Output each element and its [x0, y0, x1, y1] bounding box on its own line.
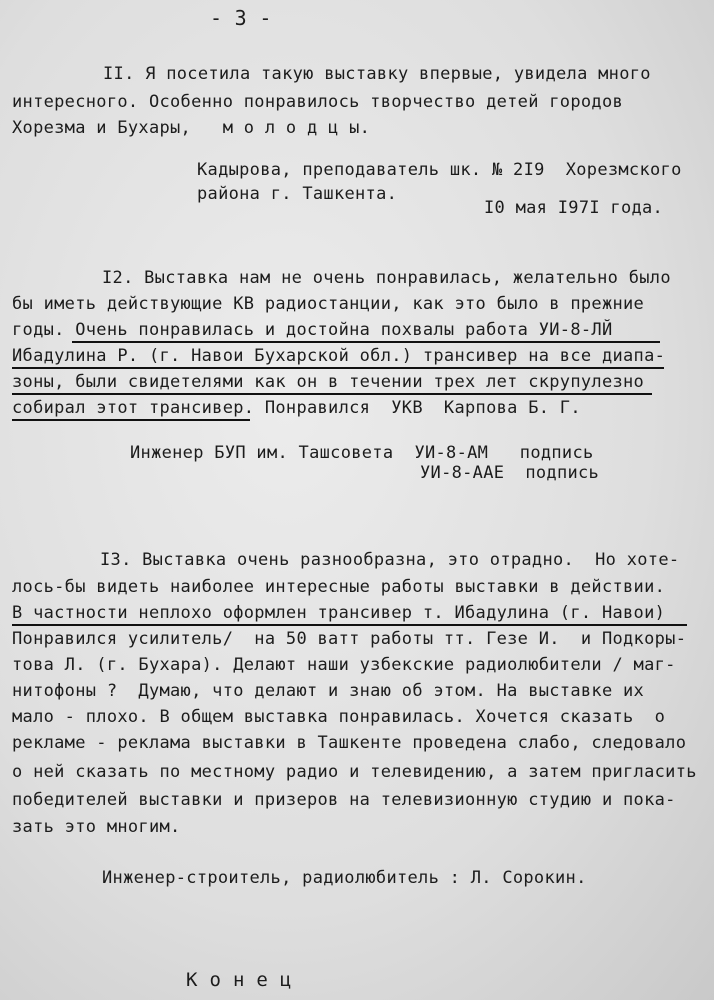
section-12-line-2: бы иметь действующие КВ радиостанции, как это было в прежние — [12, 294, 645, 314]
underline-12-d — [12, 419, 250, 421]
section-13-line-1: I3. Выставка очень разнообразна, это отрадно. Но хоте- — [100, 550, 680, 570]
underline-12-a — [72, 341, 660, 343]
underline-12-c — [12, 393, 652, 395]
section-12-line-4: Ибадулина Р. (г. Навои Бухарской обл.) трансивер на все диапа- — [12, 346, 666, 366]
section-13-line-6: нитофоны ? Думаю, что делают и знаю об этом. На выставке их — [12, 681, 645, 701]
section-12-line-1: I2. Выставка нам не очень понравилась, желательно было — [102, 268, 671, 288]
section-13-line-11: зать это многим. — [12, 817, 181, 837]
underline-13-a — [12, 624, 687, 626]
section-12-line-3: годы. Очень понравилась и достойна похвалы работа УИ-8-ЛЙ — [12, 320, 613, 340]
section-13-line-4: Понравился усилитель/ на 50 ватт работы тт. Гезе И. и Подкоры- — [12, 629, 687, 649]
section-11-line-1: II. Я посетила такую выставку впервые, увидела много — [103, 64, 651, 84]
section-11-signature-2: района г. Ташкента. — [197, 184, 398, 204]
section-12-signature-2: УИ-8-ААЕ подпись — [420, 463, 600, 483]
section-13-line-3: В частности неплохо оформлен трансивер т. Ибадулина (г. Навои) — [12, 603, 666, 623]
section-13-line-2: лось-бы видеть наиболее интересные работы выставки в действии. — [12, 577, 666, 597]
section-13-line-10: победителей выставки и призеров на телевизионную студию и пока- — [12, 790, 676, 810]
section-13-signature: Инженер-строитель, радиолюбитель : Л. Сорокин. — [102, 868, 587, 888]
section-12-line-6: собирал этот трансивер. Понравился УКВ Карпова Б. Г. — [12, 398, 581, 418]
section-11-signature-1: Кадырова, преподаватель шк. № 2I9 Хорезмского — [197, 160, 682, 180]
underline-12-b — [12, 367, 664, 369]
ending-text: К о н е ц — [186, 969, 292, 991]
section-11-date: I0 мая I97I года. — [484, 198, 664, 218]
section-13-line-9: о ней сказать по местному радио и телевидению, а затем пригласить — [12, 762, 697, 782]
page-number: - 3 - — [210, 6, 272, 30]
section-13-line-5: това Л. (г. Бухара). Делают наши узбекские радиолюбители / маг- — [12, 655, 676, 675]
section-12-line-5: зоны, были свидетелями как он в течении трех лет скрупулезно — [12, 372, 645, 392]
section-11-line-3: Хорезма и Бухары, м о л о д ц ы. — [12, 118, 371, 138]
section-12-signature-1: Инженер БУП им. Ташсовета УИ-8-АМ подпись — [130, 443, 594, 463]
section-11-line-2: интересного. Особенно понравилось творчество детей городов — [12, 92, 624, 112]
section-13-line-8: рекламе - реклама выставки в Ташкенте проведена слабо, следовало — [12, 733, 687, 753]
section-13-line-7: мало - плохо. В общем выставка понравилась. Хочется сказать о — [12, 707, 666, 727]
